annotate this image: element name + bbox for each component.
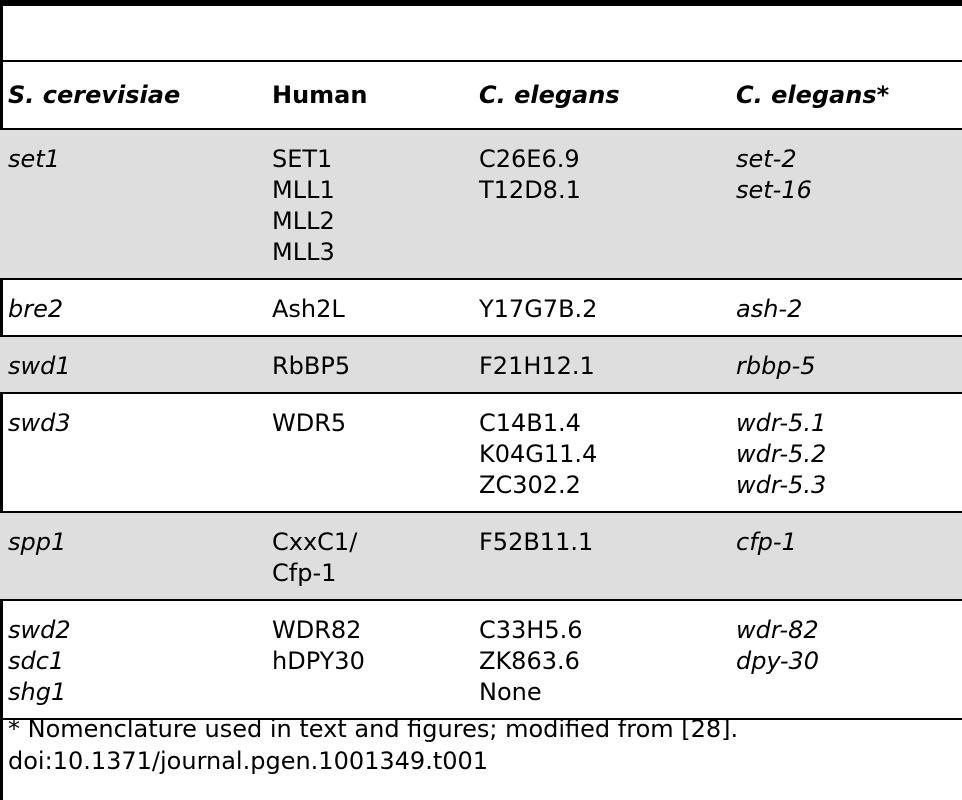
cell-line: set-16 [736,176,812,204]
cell-c-elegans-nomenclature [736,336,962,393]
cell-line: swd2 [8,616,71,644]
footnote-doi: doi:10.1371/journal.pgen.1001349.t001 [8,747,489,775]
cell-line: RbBP5 [272,352,351,380]
cell-s-cerevisiae [0,129,272,279]
cell-s-cerevisiae [0,512,272,600]
cell-line: T12D8.1 [479,176,581,204]
cell-c-elegans-nomenclature [736,393,962,512]
cell-line: wdr-5.3 [736,471,827,499]
header-c-elegans-nomenclature: C. elegans* [736,61,962,129]
cell-line: C26E6.9 [479,145,580,173]
cell-line: set-2 [736,145,797,173]
ortholog-table [0,60,962,720]
cell-s-cerevisiae [0,600,272,719]
header-c-elegans: C. elegans [479,61,736,129]
cell-line: wdr-5.2 [736,440,827,468]
cell-c-elegans [479,600,736,719]
cell-line: wdr-82 [736,616,819,644]
cell-line: cfp-1 [736,528,797,556]
cell-c-elegans-nomenclature [736,512,962,600]
cell-line: shg1 [8,678,67,706]
table-row [0,512,962,600]
cell-c-elegans-nomenclature [736,129,962,279]
cell-human [272,600,479,719]
cell-human [272,393,479,512]
top-border [0,0,962,6]
cell-line: swd3 [8,409,71,437]
cell-line: swd1 [8,352,71,380]
cell-line: MLL1 [272,176,335,204]
cell-line: MLL2 [272,207,335,235]
cell-line: WDR5 [272,409,347,437]
cell-line: CxxC1/ [272,528,358,556]
cell-s-cerevisiae [0,279,272,336]
table-footnote [8,713,738,777]
table-body [0,129,962,719]
table-row [0,336,962,393]
cell-s-cerevisiae [0,393,272,512]
cell-line: wdr-5.1 [736,409,827,437]
cell-line: None [479,678,542,706]
cell-human [272,512,479,600]
cell-line: set1 [8,145,60,173]
header-human: Human [272,61,479,129]
cell-line: MLL3 [272,238,335,266]
table-row [0,393,962,512]
cell-human [272,279,479,336]
table-row [0,129,962,279]
cell-c-elegans [479,279,736,336]
cell-line: bre2 [8,295,64,323]
cell-human [272,129,479,279]
cell-line: dpy-30 [736,647,820,675]
cell-line: ZC302.2 [479,471,581,499]
cell-line: K04G11.4 [479,440,598,468]
cell-line: rbbp-5 [736,352,816,380]
header-row [0,61,962,129]
cell-c-elegans-nomenclature [736,600,962,719]
cell-c-elegans [479,336,736,393]
ortholog-table-container [0,60,962,720]
cell-line: ash-2 [736,295,803,323]
cell-line: WDR82 [272,616,362,644]
cell-s-cerevisiae [0,336,272,393]
cell-line: Y17G7B.2 [479,295,598,323]
cell-c-elegans [479,512,736,600]
cell-line: Ash2L [272,295,345,323]
cell-line: C14B1.4 [479,409,581,437]
header-s-cerevisiae: S. cerevisiae [0,61,272,129]
cell-line: F52B11.1 [479,528,594,556]
cell-line: SET1 [272,145,333,173]
cell-c-elegans [479,129,736,279]
footnote-note: * Nomenclature used in text and figures; modified from [28]. [8,715,739,743]
cell-line: hDPY30 [272,647,365,675]
table-row [0,279,962,336]
cell-line: spp1 [8,528,67,556]
cell-line: C33H5.6 [479,616,583,644]
cell-line: Cfp-1 [272,559,337,587]
cell-human [272,336,479,393]
cell-line: sdc1 [8,647,65,675]
cell-c-elegans [479,393,736,512]
cell-line: F21H12.1 [479,352,595,380]
cell-line: ZK863.6 [479,647,580,675]
cell-c-elegans-nomenclature [736,279,962,336]
table-row [0,600,962,719]
